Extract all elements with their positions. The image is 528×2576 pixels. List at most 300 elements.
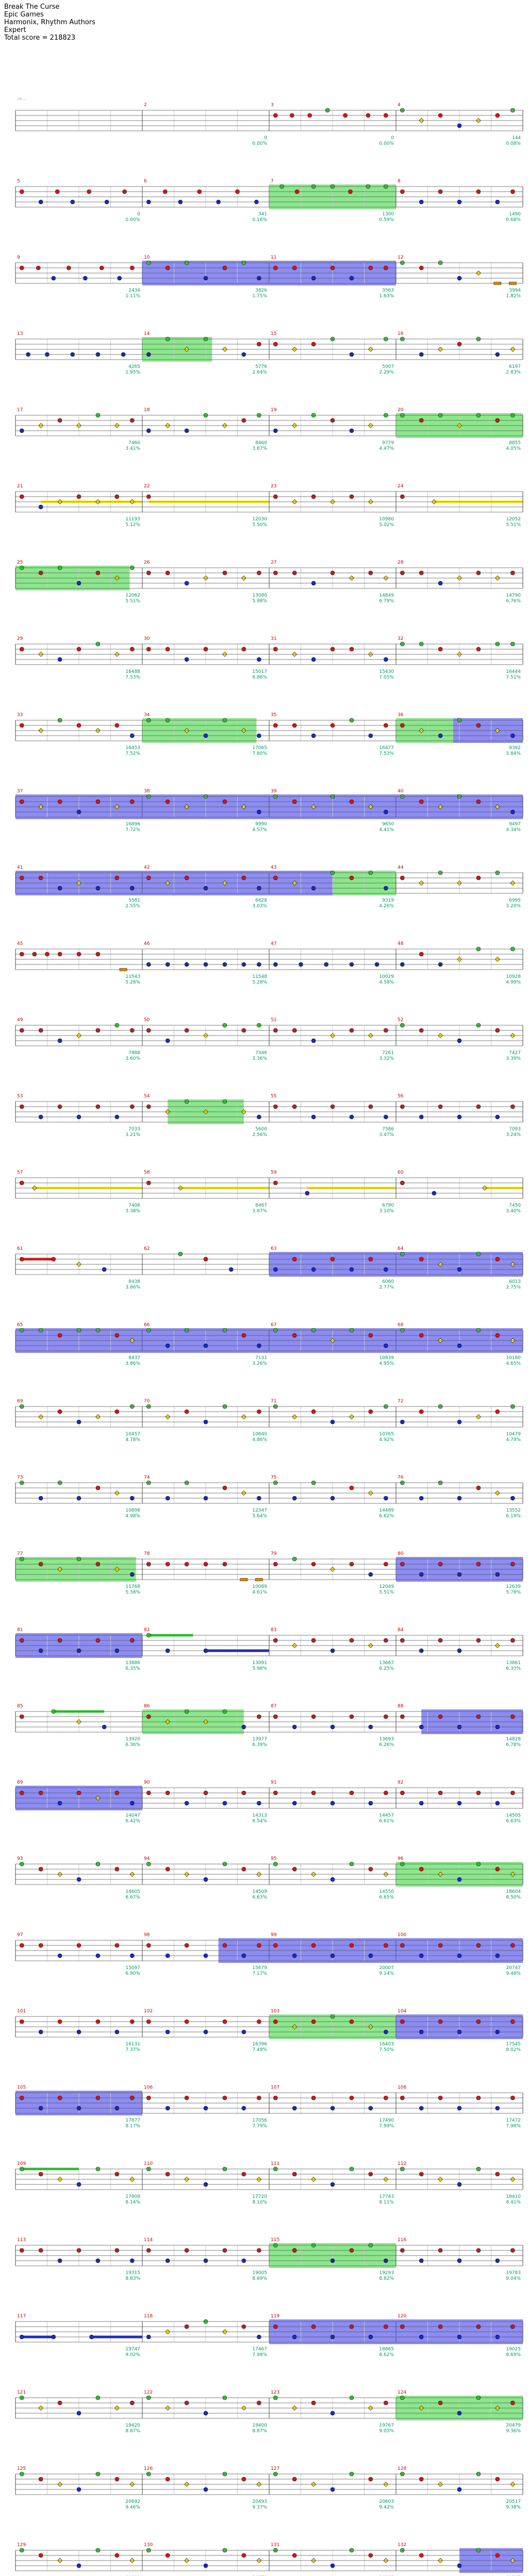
measure-number: 59 bbox=[271, 1170, 277, 1175]
measure-percent: 6.78% bbox=[506, 1742, 521, 1748]
measure-percent: 3.41% bbox=[125, 446, 140, 451]
staff-row bbox=[15, 947, 523, 971]
staff-row bbox=[15, 2396, 523, 2420]
measure-number: 76 bbox=[398, 1475, 404, 1480]
measure-percent: 6.63% bbox=[506, 1819, 521, 1824]
measure-number: 110 bbox=[144, 2161, 153, 2166]
measure-percent: 5.51% bbox=[125, 599, 140, 604]
measure-percent: 5.98% bbox=[252, 1666, 267, 1671]
measure-score: 15017 bbox=[252, 669, 267, 674]
measure-number: 92 bbox=[398, 1780, 404, 1785]
measure-number: 126 bbox=[144, 2466, 153, 2471]
measure-percent: 6.36% bbox=[125, 1742, 140, 1748]
measure-number: 104 bbox=[398, 2009, 407, 2014]
measure-score: 19005 bbox=[252, 2270, 267, 2276]
measure-score: 14828 bbox=[506, 1737, 521, 1742]
measure-number: 13 bbox=[17, 331, 23, 336]
measure-number: 11 bbox=[271, 255, 277, 260]
measure-percent: 8.62% bbox=[379, 2352, 394, 2358]
measure-number: 33 bbox=[17, 713, 23, 718]
measure-percent: 0.00% bbox=[379, 141, 394, 146]
measure-number: 29 bbox=[17, 636, 23, 641]
measure-number: 43 bbox=[271, 865, 277, 870]
measure-number: 73 bbox=[17, 1475, 23, 1480]
measure-score: 10980 bbox=[379, 517, 394, 522]
measure-percent: 3.87% bbox=[252, 446, 267, 451]
measure-number: 7 bbox=[271, 179, 274, 184]
measure-percent: 5.51% bbox=[379, 1590, 394, 1595]
measure-percent: 2.75% bbox=[506, 1285, 521, 1290]
measure-score: 17490 bbox=[379, 2118, 394, 2123]
measure-percent: 8.41% bbox=[506, 2200, 521, 2205]
measure-number: 114 bbox=[144, 2238, 153, 2243]
measure-number: 22 bbox=[144, 484, 150, 489]
measure-score: 7888 bbox=[128, 1050, 140, 1056]
measure-score: 144 bbox=[512, 135, 521, 141]
measure-score: 6013 bbox=[509, 1279, 521, 1284]
measure-score: 16896 bbox=[125, 822, 140, 827]
measure-number: 64 bbox=[398, 1246, 404, 1251]
measure-score: 5776 bbox=[255, 364, 267, 369]
measure-number: 116 bbox=[398, 2238, 407, 2243]
measure-number: 5 bbox=[17, 179, 20, 184]
staff-row bbox=[15, 1328, 523, 1353]
measure-score: 17877 bbox=[125, 2118, 140, 2123]
measure-score: 11768 bbox=[125, 1584, 140, 1589]
measure-number: 123 bbox=[271, 2390, 280, 2395]
measure-number: 38 bbox=[144, 789, 150, 794]
measure-percent: 4.95% bbox=[379, 1361, 394, 1366]
measure-score: 10898 bbox=[125, 1508, 140, 1513]
measure-percent: 6.26% bbox=[379, 1742, 394, 1748]
staff-row bbox=[15, 2091, 523, 2115]
measure-score: 14505 bbox=[506, 1813, 521, 1818]
measure-score: 12049 bbox=[379, 1584, 394, 1589]
measure-percent: 4.58% bbox=[379, 980, 394, 985]
measure-score: 19783 bbox=[506, 2270, 521, 2276]
measure-number: 109 bbox=[17, 2161, 26, 2166]
measure-number: 120 bbox=[398, 2314, 407, 2319]
measure-score: 20692 bbox=[125, 2499, 140, 2504]
measure-score: 7427 bbox=[509, 1050, 521, 1056]
measure-score: 15679 bbox=[252, 1965, 267, 1971]
measure-score: 7460 bbox=[128, 440, 140, 446]
measure-number: 112 bbox=[398, 2161, 407, 2166]
measure-percent: 7.50% bbox=[379, 2047, 394, 2053]
measure-number: 35 bbox=[271, 713, 277, 718]
staff-row bbox=[15, 1709, 523, 1734]
staff-row bbox=[15, 413, 523, 438]
measure-percent: 6.63% bbox=[252, 1895, 267, 1900]
measure-score: 13091 bbox=[252, 1660, 267, 1666]
measure-percent: 3.86% bbox=[125, 1361, 140, 1366]
measure-percent: 4.65% bbox=[506, 1361, 521, 1366]
measure-number: 17 bbox=[17, 408, 23, 413]
staff-row bbox=[15, 2472, 523, 2495]
measure-number: 71 bbox=[271, 1399, 277, 1404]
measure-percent: 4.57% bbox=[252, 827, 267, 833]
measure-score: 14550 bbox=[379, 1889, 394, 1894]
measure-score: 10765 bbox=[379, 1432, 394, 1437]
measure-score: 0 bbox=[391, 135, 394, 141]
measure-number: 10 bbox=[144, 255, 150, 260]
measure-number: 105 bbox=[17, 2085, 26, 2090]
measure-score: 10839 bbox=[379, 1355, 394, 1361]
measure-score: 17467 bbox=[252, 2347, 267, 2352]
measure-number: 25 bbox=[17, 560, 23, 565]
measure-number: 87 bbox=[271, 1704, 277, 1709]
measure-percent: 3.39% bbox=[506, 1056, 521, 1061]
measure-score: 19315 bbox=[125, 2270, 140, 2276]
measure-number: 50 bbox=[144, 1018, 150, 1023]
measure-number: 91 bbox=[271, 1780, 277, 1785]
measure-number: 21 bbox=[17, 484, 23, 489]
measure-number: 39 bbox=[271, 789, 277, 794]
measure-score: 4265 bbox=[128, 364, 140, 369]
measure-percent: 9.46% bbox=[125, 2505, 140, 2510]
measure-number: 74 bbox=[144, 1475, 150, 1480]
measure-score: 18865 bbox=[379, 2347, 394, 2352]
measure-percent: 8.82% bbox=[379, 2276, 394, 2281]
measure-number: 60 bbox=[398, 1170, 404, 1175]
measure-number: 81 bbox=[17, 1628, 23, 1633]
measure-score: 7406 bbox=[128, 1203, 140, 1208]
tempo-marker: ♩=... bbox=[17, 96, 27, 101]
measure-percent: 7.98% bbox=[252, 2352, 267, 2358]
measure-number: 106 bbox=[144, 2085, 153, 2090]
measure-number: 52 bbox=[398, 1018, 404, 1023]
measure-percent: 5.50% bbox=[252, 522, 267, 528]
measure-number: 93 bbox=[17, 1856, 23, 1861]
measure-number: 12 bbox=[398, 255, 404, 260]
measure-score: 10640 bbox=[252, 1432, 267, 1437]
measure-percent: 2.83% bbox=[506, 370, 521, 375]
measure-number: 94 bbox=[144, 1856, 150, 1861]
measure-percent: 3.10% bbox=[379, 1209, 394, 1214]
measure-score: 8437 bbox=[128, 1355, 140, 1361]
measure-percent: 0.68% bbox=[506, 217, 521, 223]
measure-percent: 1.63% bbox=[379, 294, 394, 299]
measure-score: 19293 bbox=[379, 2270, 394, 2276]
measure-score: 16444 bbox=[506, 669, 521, 674]
measure-score: 3994 bbox=[509, 288, 521, 293]
measure-percent: 8.50% bbox=[506, 1895, 521, 1900]
measure-percent: 8.10% bbox=[252, 2200, 267, 2205]
measure-number: 26 bbox=[144, 560, 150, 565]
measure-number: 57 bbox=[17, 1170, 23, 1175]
measure-percent: 7.49% bbox=[252, 2047, 267, 2053]
measure-percent: 6.42% bbox=[125, 1819, 140, 1824]
measure-number: 99 bbox=[271, 1933, 277, 1938]
measure-score: 17545 bbox=[506, 2042, 521, 2047]
measure-percent: 9.38% bbox=[506, 2505, 521, 2510]
measure-score: 20493 bbox=[252, 2499, 267, 2504]
measure-score: 13667 bbox=[379, 1660, 394, 1666]
measure-number: 111 bbox=[271, 2161, 280, 2166]
measure-percent: 8.17% bbox=[125, 2124, 140, 2129]
measure-number: 84 bbox=[398, 1628, 404, 1633]
measure-score: 5600 bbox=[255, 1127, 267, 1132]
measure-score: 20479 bbox=[506, 2423, 521, 2428]
measure-score: 17056 bbox=[252, 2118, 267, 2123]
measure-score: 12347 bbox=[252, 1508, 267, 1513]
measure-number: 101 bbox=[17, 2009, 26, 2014]
measure-percent: 0.08% bbox=[506, 141, 521, 146]
measure-score: 14313 bbox=[252, 1813, 267, 1818]
measure-number: 61 bbox=[17, 1246, 23, 1251]
measure-number: 124 bbox=[398, 2390, 407, 2395]
measure-score: 7261 bbox=[382, 1050, 394, 1056]
measure-score: 7093 bbox=[509, 1127, 521, 1132]
measure-percent: 9.03% bbox=[379, 2429, 394, 2434]
measure-score: 13552 bbox=[506, 1508, 521, 1513]
measure-percent: 3.03% bbox=[252, 904, 267, 909]
measure-number: 119 bbox=[271, 2314, 280, 2319]
measure-percent: 7.80% bbox=[252, 751, 267, 756]
measure-percent: 8.02% bbox=[506, 2047, 521, 2053]
measure-number: 131 bbox=[271, 2543, 280, 2548]
measure-score: 17065 bbox=[252, 745, 267, 751]
staff-row bbox=[15, 1023, 523, 1046]
measure-score: 19400 bbox=[252, 2423, 267, 2428]
measure-percent: 9.14% bbox=[379, 1971, 394, 1976]
measure-number: 125 bbox=[17, 2466, 26, 2471]
measure-number: 49 bbox=[17, 1018, 23, 1023]
measure-percent: 1.82% bbox=[506, 294, 521, 299]
measure-number: 23 bbox=[271, 484, 277, 489]
measure-score: 7131 bbox=[255, 1355, 267, 1361]
measure-score: 17809 bbox=[125, 2194, 140, 2199]
measure-percent: 8.87% bbox=[125, 2429, 140, 2434]
measure-score: 6790 bbox=[382, 1203, 394, 1208]
measure-percent: 8.83% bbox=[125, 2276, 140, 2281]
staff-row bbox=[15, 718, 523, 743]
measure-number: 32 bbox=[398, 636, 404, 641]
measure-number: 20 bbox=[398, 408, 404, 413]
measure-score: 11548 bbox=[252, 974, 267, 979]
measure-percent: 3.87% bbox=[252, 1209, 267, 1214]
measure-score: 17472 bbox=[506, 2118, 521, 2123]
measure-number: 53 bbox=[17, 1094, 23, 1099]
measure-percent: 7.72% bbox=[125, 827, 140, 833]
measure-number: 95 bbox=[271, 1856, 277, 1861]
staff-row bbox=[15, 2548, 523, 2573]
measure-percent: 6.65% bbox=[379, 1895, 394, 1900]
measure-number: 46 bbox=[144, 941, 150, 946]
measure-score: 11193 bbox=[125, 517, 140, 522]
measure-score: 7450 bbox=[509, 1203, 521, 1208]
measure-percent: 9.02% bbox=[125, 2352, 140, 2358]
measure-score: 13886 bbox=[125, 1660, 140, 1666]
staff-row bbox=[15, 2319, 523, 2344]
staff-row bbox=[15, 794, 523, 819]
measure-number: 37 bbox=[17, 789, 23, 794]
measure-number: 58 bbox=[144, 1170, 150, 1175]
measure-number: 88 bbox=[398, 1704, 404, 1709]
measure-score: 0 bbox=[137, 212, 140, 217]
measure-percent: 4.26% bbox=[379, 904, 394, 909]
measure-number: 15 bbox=[271, 331, 277, 336]
measure-score: 15097 bbox=[125, 1965, 140, 1971]
measure-score: 10089 bbox=[252, 1584, 267, 1589]
measure-percent: 4.47% bbox=[379, 446, 394, 451]
measure-number: 40 bbox=[398, 789, 404, 794]
measure-percent: 6.79% bbox=[379, 599, 394, 604]
measure-percent: 2.56% bbox=[252, 1132, 267, 1138]
measure-percent: 4.98% bbox=[125, 1514, 140, 1519]
measure-score: 7586 bbox=[382, 1127, 394, 1132]
measure-number: 65 bbox=[17, 1323, 23, 1328]
measure-percent: 5.12% bbox=[125, 522, 140, 528]
measure-number: 98 bbox=[144, 1933, 150, 1938]
total-score: Total score = 218823 bbox=[4, 34, 76, 42]
measure-percent: 0.00% bbox=[252, 141, 267, 146]
measure-percent: 7.53% bbox=[125, 675, 140, 680]
staff-row bbox=[15, 2243, 523, 2268]
measure-number: 90 bbox=[144, 1780, 150, 1785]
measure-percent: 2.55% bbox=[125, 904, 140, 909]
measure-score: 2434 bbox=[128, 288, 140, 293]
measure-percent: 6.54% bbox=[252, 1819, 267, 1824]
measure-percent: 5.02% bbox=[379, 522, 394, 528]
measure-score: 3563 bbox=[382, 288, 394, 293]
measure-number: 113 bbox=[17, 2238, 26, 2243]
measure-score: 7033 bbox=[128, 1127, 140, 1132]
staff-row bbox=[15, 871, 523, 895]
measure-number: 77 bbox=[17, 1551, 23, 1556]
measure-score: 14489 bbox=[379, 1508, 394, 1513]
measure-number: 130 bbox=[144, 2543, 153, 2548]
measure-number: 54 bbox=[144, 1094, 150, 1099]
measure-score: 13080 bbox=[252, 593, 267, 598]
measure-score: 6628 bbox=[255, 898, 267, 903]
measure-score: 14047 bbox=[125, 1813, 140, 1818]
staff-row bbox=[15, 492, 523, 512]
measure-percent: 7.79% bbox=[252, 2124, 267, 2129]
measure-score: 12639 bbox=[506, 1584, 521, 1589]
measure-number: 63 bbox=[271, 1246, 277, 1251]
measure-percent: 6.25% bbox=[379, 1666, 394, 1671]
measure-number: 86 bbox=[144, 1704, 150, 1709]
measure-score: 20517 bbox=[506, 2499, 521, 2504]
measure-score: 16477 bbox=[379, 745, 394, 751]
staff-row bbox=[15, 1252, 523, 1277]
measure-score: 14509 bbox=[252, 1889, 267, 1894]
measure-number: 103 bbox=[271, 2009, 280, 2014]
measure-percent: 2.29% bbox=[379, 370, 394, 375]
measure-percent: 3.20% bbox=[506, 904, 521, 909]
measure-percent: 6.39% bbox=[252, 1742, 267, 1748]
measure-number: 41 bbox=[17, 865, 23, 870]
staff-row bbox=[15, 184, 523, 209]
measure-number: 72 bbox=[398, 1399, 404, 1404]
measure-percent: 8.87% bbox=[252, 2429, 267, 2434]
measure-number: 69 bbox=[17, 1399, 23, 1404]
measure-number: 62 bbox=[144, 1246, 150, 1251]
staff-row bbox=[15, 566, 523, 590]
measure-percent: 5.64% bbox=[252, 1514, 267, 1519]
measure-number: 47 bbox=[271, 941, 277, 946]
measure-percent: 7.05% bbox=[379, 675, 394, 680]
measure-score: 5007 bbox=[382, 364, 394, 369]
measure-number: 16 bbox=[398, 331, 404, 336]
measure-score: 16488 bbox=[125, 669, 140, 674]
measure-number: 115 bbox=[271, 2238, 280, 2243]
measure-percent: 3.84% bbox=[506, 751, 521, 756]
measure-percent: 3.86% bbox=[125, 1285, 140, 1290]
staff-row bbox=[15, 1633, 523, 1658]
measure-percent: 4.99% bbox=[506, 980, 521, 985]
measure-number: 14 bbox=[144, 331, 150, 336]
measure-score: 5581 bbox=[128, 898, 140, 903]
measure-percent: 4.92% bbox=[379, 1437, 394, 1443]
measure-number: 44 bbox=[398, 865, 404, 870]
measure-percent: 5.51% bbox=[506, 522, 521, 528]
song-title: Break The Curse bbox=[4, 3, 60, 11]
measure-number: 80 bbox=[398, 1551, 404, 1556]
measure-percent: 2.77% bbox=[379, 1285, 394, 1290]
measure-percent: 7.37% bbox=[125, 2047, 140, 2053]
measure-score: 8460 bbox=[255, 440, 267, 446]
measure-percent: 4.34% bbox=[506, 827, 521, 833]
measure-number: 78 bbox=[144, 1551, 150, 1556]
measure-score: 12052 bbox=[506, 517, 521, 522]
measure-score: 12030 bbox=[252, 517, 267, 522]
measure-score: 17720 bbox=[252, 2194, 267, 2199]
measure-percent: 7.53% bbox=[379, 751, 394, 756]
measure-number: 132 bbox=[398, 2543, 407, 2548]
measure-score: 19747 bbox=[125, 2347, 140, 2352]
measure-percent: 5.28% bbox=[125, 980, 140, 985]
measure-number: 108 bbox=[398, 2085, 407, 2090]
staff-row bbox=[15, 2014, 523, 2039]
measure-number: 70 bbox=[144, 1399, 150, 1404]
staff-row bbox=[15, 1938, 523, 1963]
measure-percent: 4.78% bbox=[125, 1437, 140, 1443]
measure-percent: 6.33% bbox=[506, 1666, 521, 1671]
measure-percent: 3.21% bbox=[125, 1132, 140, 1138]
measure-score: 9990 bbox=[255, 822, 267, 827]
staff-row bbox=[15, 1178, 523, 1198]
measure-score: 6197 bbox=[509, 364, 521, 369]
measure-number: 51 bbox=[271, 1018, 277, 1023]
measure-score: 15430 bbox=[379, 669, 394, 674]
measure-number: 56 bbox=[398, 1094, 404, 1099]
measure-percent: 6.90% bbox=[125, 1971, 140, 1976]
staff-row bbox=[15, 108, 523, 131]
measure-score: 16396 bbox=[252, 2042, 267, 2047]
staff-row bbox=[15, 1557, 523, 1582]
measure-percent: 6.61% bbox=[379, 1819, 394, 1824]
measure-score: 0 bbox=[264, 135, 267, 141]
measure-score: 7346 bbox=[255, 1050, 267, 1056]
measure-percent: 5.38% bbox=[125, 1590, 140, 1595]
measure-percent: 6.62% bbox=[379, 1514, 394, 1519]
measure-number: 129 bbox=[17, 2543, 26, 2548]
measure-percent: 4.41% bbox=[379, 827, 394, 833]
measure-score: 14457 bbox=[379, 1813, 394, 1818]
measure-number: 9 bbox=[17, 255, 20, 260]
measure-score: 16403 bbox=[379, 2042, 394, 2047]
measure-percent: 4.79% bbox=[506, 1437, 521, 1443]
measure-number: 127 bbox=[271, 2466, 280, 2471]
measure-percent: 4.61% bbox=[252, 1590, 267, 1595]
measure-number: 66 bbox=[144, 1323, 150, 1328]
measure-percent: 6.76% bbox=[506, 599, 521, 604]
measure-percent: 7.51% bbox=[506, 675, 521, 680]
measure-percent: 3.47% bbox=[379, 1132, 394, 1138]
measure-score: 12062 bbox=[125, 593, 140, 598]
